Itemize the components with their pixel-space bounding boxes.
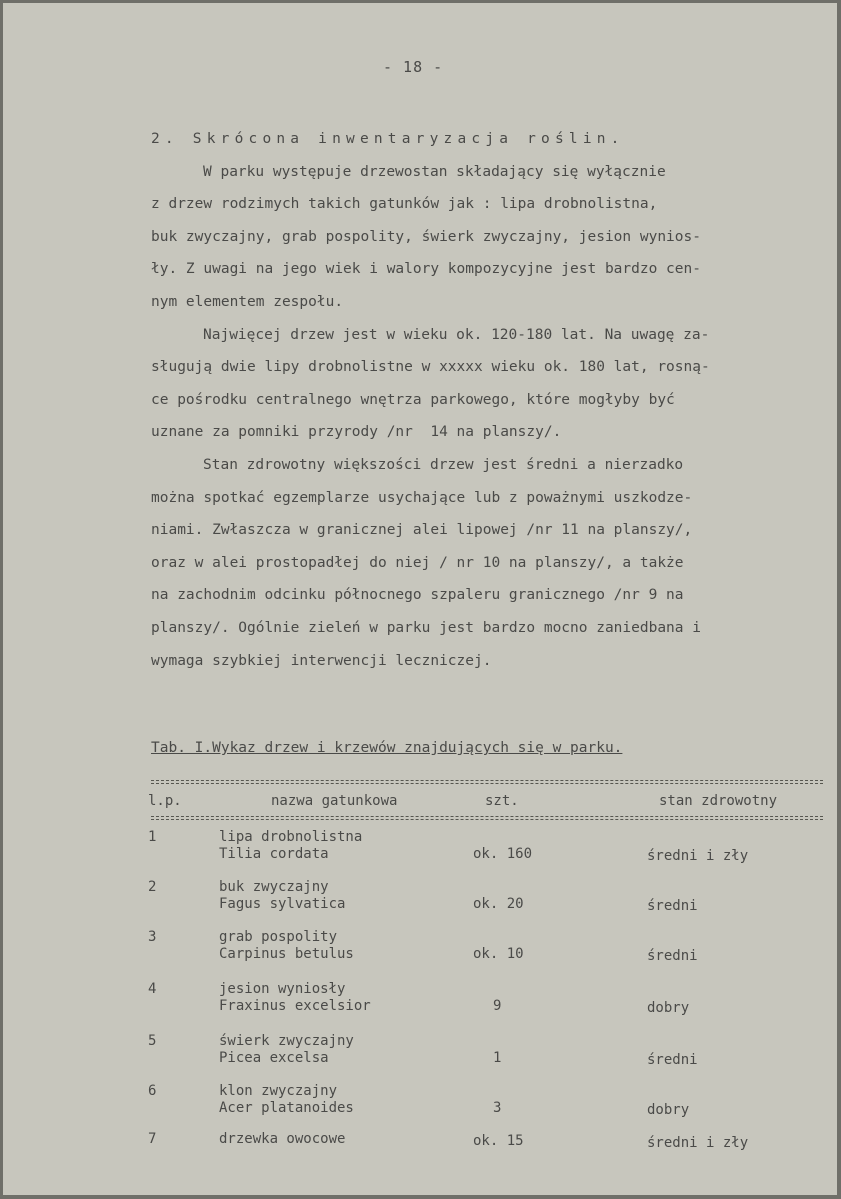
paragraph-2-line-1: Najwięcej drzew jest w wieku ok. 120-180 lat. Na uwagę za- <box>203 326 710 343</box>
species-polish-name: drzewka owocowe <box>219 1131 346 1147</box>
species-names <box>219 879 345 913</box>
species-polish-name: jesion wyniosły <box>219 981 346 997</box>
species-latin-name: Fagus sylvatica <box>219 896 346 912</box>
paragraph-3-line-1: Stan zdrowotny większości drzew jest średni a nierzadko <box>203 456 684 473</box>
species-names <box>219 929 354 963</box>
row-number: 7 <box>148 1131 157 1147</box>
paragraph-2-line-3: ce pośrodku centralnego wnętrza parkowego, które mogłyby być <box>151 391 675 408</box>
paragraph-3-line-3: niami. Zwłaszcza w granicznej alei lipowej /nr 11 na planszy/, <box>151 522 693 539</box>
column-header-name: nazwa gatunkowa <box>271 793 398 809</box>
species-latin-name: Carpinus betulus <box>219 946 354 962</box>
table-row <box>3 1033 837 1085</box>
table-header-rule-double <box>151 819 823 820</box>
paragraph-1-line-5: nym elementem zespołu. <box>151 293 344 310</box>
paragraph-2-line-4: uznane za pomniki przyrody /nr 14 na planszy/. <box>151 424 562 441</box>
row-number: 4 <box>148 981 157 997</box>
tree-count: ok. 10 <box>473 946 524 962</box>
tree-count: ok. 20 <box>473 896 524 912</box>
row-number: 5 <box>148 1033 157 1049</box>
table-row <box>3 981 837 1033</box>
species-polish-name: świerk zwyczajny <box>219 1033 354 1049</box>
paragraph-3-line-6: planszy/. Ogólnie zieleń w parku jest bardzo mocno zaniedbana i <box>151 619 701 636</box>
row-number: 6 <box>148 1083 157 1099</box>
species-names <box>219 1083 354 1117</box>
species-names <box>219 1033 354 1067</box>
paragraph-1-line-1: W parku występuje drzewostan składający się wyłącznie <box>203 163 666 180</box>
paragraph-1-line-3: buk zwyczajny, grab pospolity, świerk zwyczajny, jesion wynios- <box>151 228 701 245</box>
paragraph-3-line-5: na zachodnim odcinku północnego szpaleru granicznego /nr 9 na <box>151 587 684 604</box>
table-title: Tab. I.Wykaz drzew i krzewów znajdujących się w parku. <box>151 740 623 756</box>
table-row <box>3 879 837 931</box>
species-names <box>219 981 371 1015</box>
health-status: dobry <box>647 1102 690 1118</box>
column-header-health: stan zdrowotny <box>659 793 778 809</box>
document-page <box>3 3 837 1195</box>
species-names <box>219 1131 345 1148</box>
paragraph-1-line-2: z drzew rodzimych takich gatunków jak : lipa drobnolistna, <box>151 196 658 213</box>
paragraph-3-line-4: oraz w alei prostopadłej do niej / nr 10 na planszy/, a także <box>151 554 684 571</box>
column-header-lp: l.p. <box>148 793 182 809</box>
species-names <box>219 829 362 863</box>
species-polish-name: lipa drobnolistna <box>219 829 363 845</box>
species-latin-name: Tilia cordata <box>219 846 329 862</box>
species-polish-name: klon zwyczajny <box>219 1083 338 1099</box>
table-header-rule <box>151 816 823 817</box>
health-status: średni i zły <box>647 848 749 864</box>
row-number: 3 <box>148 929 157 945</box>
paragraph-3-line-2: można spotkać egzemplarze usychające lub z poważnymi uszkodze- <box>151 489 693 506</box>
row-number: 1 <box>148 829 157 845</box>
species-latin-name: Fraxinus excelsior <box>219 998 371 1014</box>
health-status: średni <box>647 1052 698 1068</box>
table-row <box>3 929 837 981</box>
health-status: średni i zły <box>647 1135 749 1151</box>
tree-count: ok. 160 <box>473 846 533 862</box>
tree-count: 3 <box>493 1100 502 1116</box>
paragraph-2-line-2: sługują dwie lipy drobnolistne w xxxxx wieku ok. 180 lat, rosną- <box>151 359 710 376</box>
health-status: średni <box>647 898 698 914</box>
table-row <box>3 1131 837 1183</box>
paragraph-3-line-7: wymaga szybkiej interwencji leczniczej. <box>151 652 492 669</box>
table-top-rule-double <box>151 783 823 784</box>
tree-count: ok. 15 <box>473 1133 524 1149</box>
health-status: dobry <box>647 1000 690 1016</box>
tree-count: 9 <box>493 998 502 1014</box>
species-polish-name: grab pospolity <box>219 929 338 945</box>
species-polish-name: buk zwyczajny <box>219 879 329 895</box>
body-text <box>151 123 811 677</box>
tree-count: 1 <box>493 1050 502 1066</box>
species-latin-name: Acer platanoides <box>219 1100 354 1116</box>
table-row <box>3 829 837 881</box>
page-number: - 18 - <box>383 58 444 76</box>
species-latin-name: Picea excelsa <box>219 1050 329 1066</box>
section-heading: 2. Skrócona inwentaryzacja roślin. <box>151 131 625 147</box>
table-top-rule <box>151 780 823 781</box>
column-header-count: szt. <box>485 793 519 809</box>
paragraph-1-line-4: ły. Z uwagi na jego wiek i walory kompozycyjne jest bardzo cen- <box>151 261 701 278</box>
row-number: 2 <box>148 879 157 895</box>
health-status: średni <box>647 948 698 964</box>
table-row <box>3 1083 837 1135</box>
